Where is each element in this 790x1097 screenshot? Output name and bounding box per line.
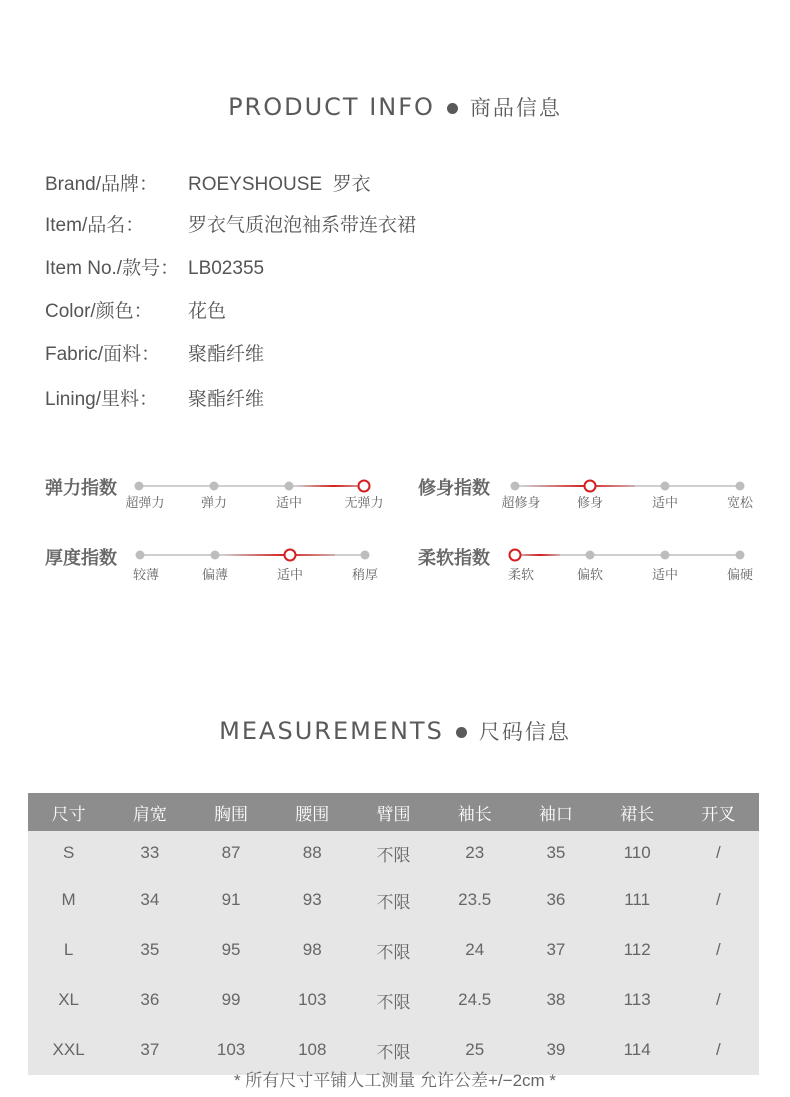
product-info-title-zh: 商品信息 (469, 96, 562, 120)
table-cell: L (28, 925, 109, 975)
index-option-label: 偏薄 (201, 567, 229, 582)
table-cell: 99 (190, 975, 271, 1025)
table-cell: / (678, 925, 759, 975)
info-value: ROEYSHOUSE 罗衣 (188, 174, 371, 195)
info-value: LB02355 (188, 258, 265, 279)
table-cell: 110 (597, 831, 678, 875)
info-label: Item No./款号： (45, 258, 180, 279)
info-label: Lining/里料： (45, 389, 158, 410)
table-cell: 36 (515, 875, 596, 925)
index-point (135, 482, 144, 491)
index-highlight (515, 554, 560, 556)
index-point (511, 482, 520, 491)
index-option-label: 修身 (576, 495, 604, 510)
table-cell: 39 (515, 1025, 596, 1075)
table-header-cell: 尺寸 (28, 793, 109, 831)
index-track (139, 485, 364, 487)
index-point (661, 551, 670, 560)
info-value: 罗衣气质泡泡袖系带连衣裙 (188, 215, 417, 236)
table-cell: / (678, 975, 759, 1025)
table-cell: 93 (272, 875, 353, 925)
table-cell: 108 (272, 1025, 353, 1075)
index-title: 弹力指数 (45, 478, 117, 498)
table-cell: 34 (109, 875, 190, 925)
bullet-dot-icon (456, 727, 467, 738)
index-option-label: 偏硬 (726, 567, 754, 582)
bullet-dot-icon (447, 103, 458, 114)
table-cell: 111 (597, 875, 678, 925)
index-option-label: 适中 (276, 567, 304, 582)
index-point (361, 551, 370, 560)
product-info-title-en: PRODUCT INFO (228, 93, 435, 121)
table-cell: 98 (272, 925, 353, 975)
measurements-title-zh: 尺码信息 (478, 720, 571, 744)
table-row (28, 975, 759, 1025)
index-point (285, 482, 294, 491)
index-option-label: 柔软 (507, 567, 535, 582)
index-option-label: 较薄 (132, 567, 160, 582)
info-value: 花色 (188, 301, 227, 322)
index-option-label: 偏软 (576, 567, 604, 582)
table-header-row (28, 793, 759, 831)
index-highlight (223, 554, 336, 556)
table-cell: 23 (434, 831, 515, 875)
measurement-note: * 所有尺寸平铺人工测量 允许公差+/−2cm * (233, 1071, 557, 1090)
info-label: Color/颜色： (45, 301, 153, 322)
measurements-table (28, 793, 759, 1075)
table-header-cell: 裙长 (597, 793, 678, 831)
table-cell: / (678, 1025, 759, 1075)
table-cell: 不限 (353, 875, 434, 925)
table-cell: 35 (515, 831, 596, 875)
index-selected-marker (509, 549, 522, 562)
index-highlight (523, 485, 636, 487)
table-cell: 113 (597, 975, 678, 1025)
table-cell: 不限 (353, 925, 434, 975)
table-cell: 33 (109, 831, 190, 875)
table-cell: 88 (272, 831, 353, 875)
table-cell: 91 (190, 875, 271, 925)
info-value: 聚酯纤维 (188, 389, 265, 410)
index-option-label: 超弹力 (125, 495, 165, 510)
measurements-heading (0, 716, 790, 746)
table-header-cell: 开叉 (678, 793, 759, 831)
index-track (515, 554, 740, 556)
info-row-color (45, 296, 226, 323)
table-cell: 38 (515, 975, 596, 1025)
table-cell: 103 (190, 1025, 271, 1075)
table-cell: 24 (434, 925, 515, 975)
table-cell: / (678, 875, 759, 925)
info-row-brand (45, 169, 371, 196)
table-cell: 36 (109, 975, 190, 1025)
info-row-item (45, 210, 416, 237)
index-point (136, 551, 145, 560)
table-cell: 103 (272, 975, 353, 1025)
info-row-fabric (45, 339, 264, 366)
table-cell: 23.5 (434, 875, 515, 925)
index-option-label: 适中 (651, 567, 679, 582)
index-selected-marker (284, 549, 297, 562)
index-point (661, 482, 670, 491)
table-cell: 114 (597, 1025, 678, 1075)
info-label: Brand/品牌： (45, 174, 158, 195)
index-option-label: 无弹力 (344, 495, 384, 510)
table-cell: / (678, 831, 759, 875)
info-label: Item/品名： (45, 215, 145, 236)
table-cell: 37 (109, 1025, 190, 1075)
info-label: Fabric/面料： (45, 344, 161, 365)
index-option-label: 适中 (651, 495, 679, 510)
index-option-label: 适中 (275, 495, 303, 510)
table-cell: 不限 (353, 975, 434, 1025)
index-selected-marker (358, 480, 371, 493)
info-value: 聚酯纤维 (188, 344, 265, 365)
table-row (28, 875, 759, 925)
index-option-label: 弹力 (200, 495, 228, 510)
index-title: 柔软指数 (418, 548, 490, 568)
index-track (515, 485, 740, 487)
table-cell: 24.5 (434, 975, 515, 1025)
table-row (28, 925, 759, 975)
index-point (736, 482, 745, 491)
index-point (210, 482, 219, 491)
table-cell: 37 (515, 925, 596, 975)
table-cell: 112 (597, 925, 678, 975)
product-info-heading (0, 92, 790, 122)
index-title: 修身指数 (418, 478, 490, 498)
index-title: 厚度指数 (45, 548, 117, 568)
index-option-label: 超修身 (501, 495, 541, 510)
index-point (586, 551, 595, 560)
index-highlight (297, 485, 365, 487)
table-cell: 35 (109, 925, 190, 975)
table-cell: M (28, 875, 109, 925)
table-header-cell: 袖口 (515, 793, 596, 831)
table-row (28, 831, 759, 875)
table-cell: S (28, 831, 109, 875)
table-cell: 不限 (353, 1025, 434, 1075)
table-header-cell: 臂围 (353, 793, 434, 831)
table-header-cell: 腰围 (272, 793, 353, 831)
table-cell: 不限 (353, 831, 434, 875)
table-cell: 95 (190, 925, 271, 975)
index-point (736, 551, 745, 560)
index-point (211, 551, 220, 560)
table-header-cell: 胸围 (190, 793, 271, 831)
index-track (140, 554, 365, 556)
info-row-item-no (45, 253, 264, 280)
index-selected-marker (584, 480, 597, 493)
index-option-label: 宽松 (726, 495, 754, 510)
table-header-cell: 袖长 (434, 793, 515, 831)
table-cell: 87 (190, 831, 271, 875)
table-cell: XXL (28, 1025, 109, 1075)
info-row-lining (45, 384, 264, 411)
table-header-cell: 肩宽 (109, 793, 190, 831)
measurements-title-en: MEASUREMENTS (219, 717, 444, 745)
table-cell: XL (28, 975, 109, 1025)
table-cell: 25 (434, 1025, 515, 1075)
index-option-label: 稍厚 (351, 567, 379, 582)
